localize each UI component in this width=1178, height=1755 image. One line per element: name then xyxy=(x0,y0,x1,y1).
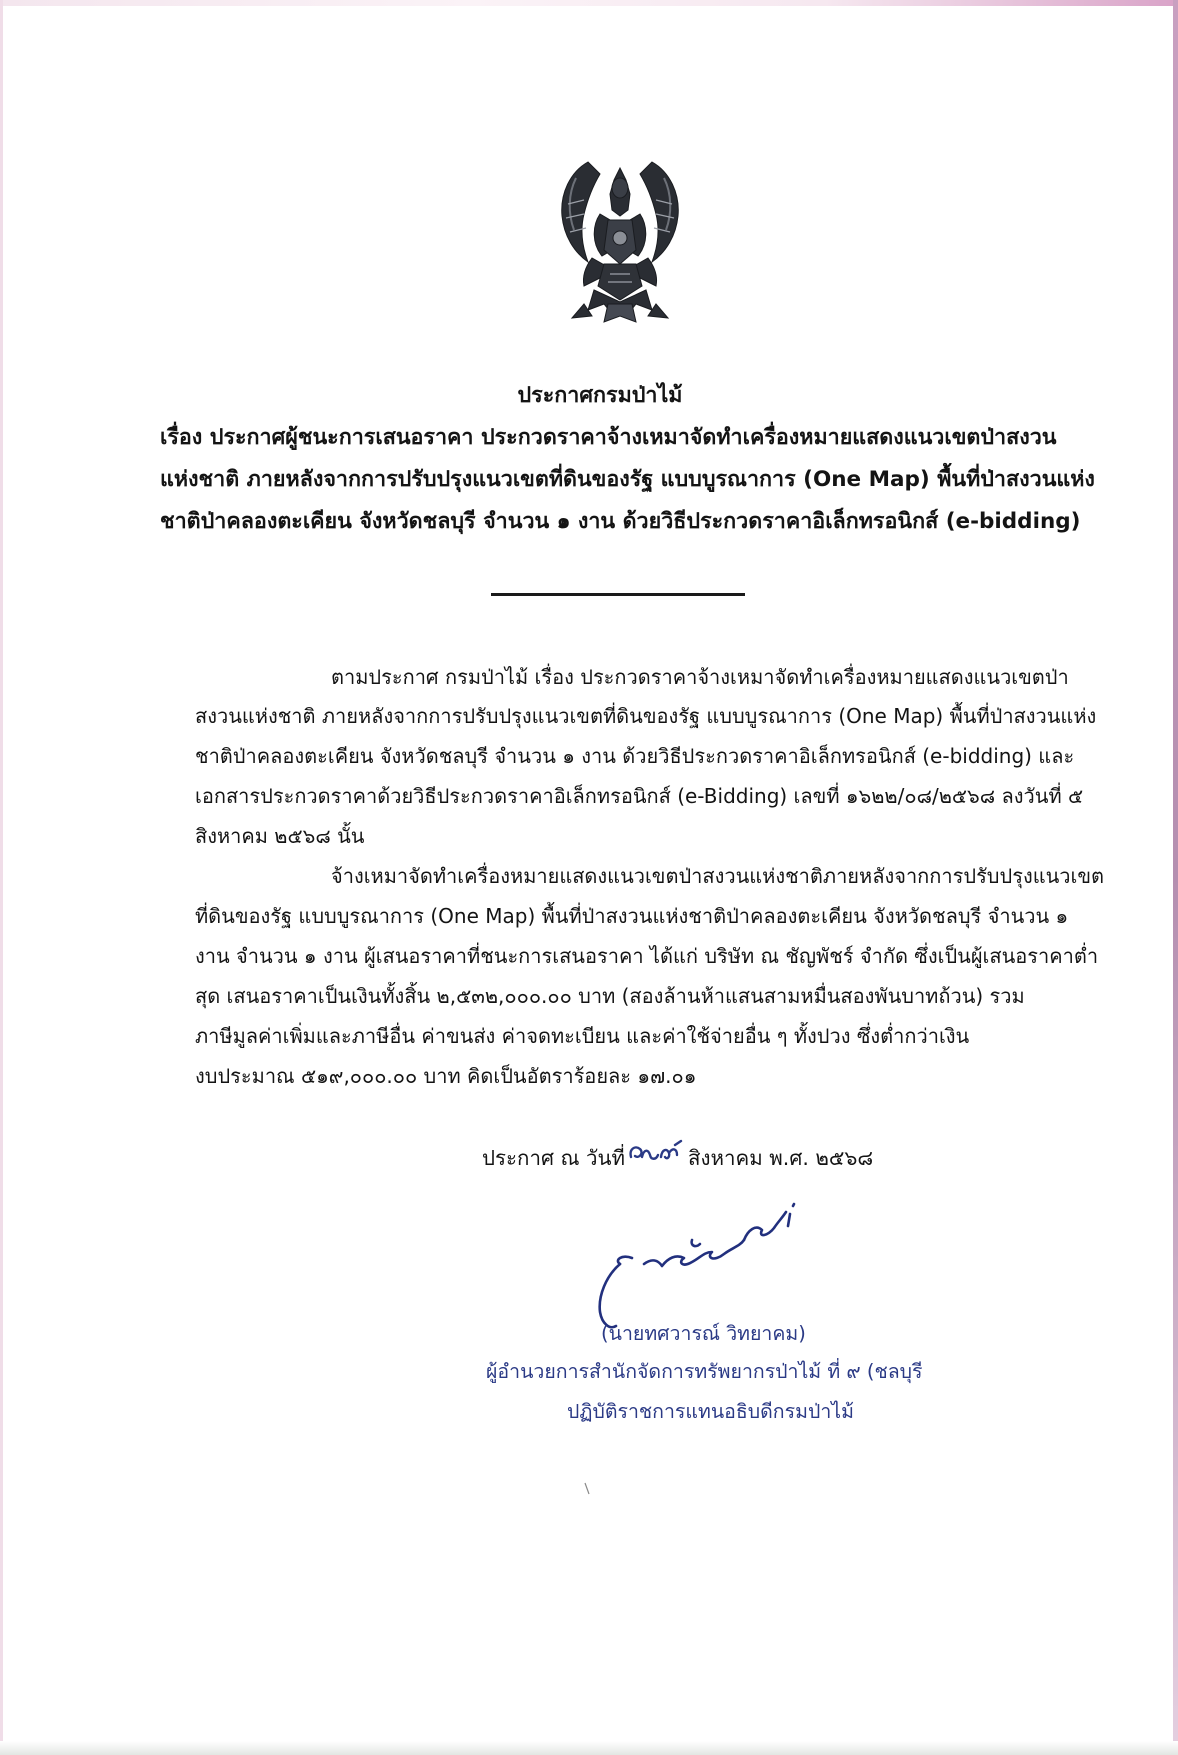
announce-suffix: สิงหาคม พ.ศ. ๒๕๖๘ xyxy=(688,1146,874,1170)
page-edge-right xyxy=(1173,0,1178,1755)
paragraph-1-line: สงวนแห่งชาติ ภายหลังจากการปรับปรุงแนวเขตที่ดินของรัฐ แบบบูรณาการ (One Map) พื้นที่ป่าสงวนแห่ง xyxy=(195,704,1097,728)
garuda-emblem-icon xyxy=(548,154,692,326)
paragraph-2-line: สุด เสนอราคาเป็นเงินทั้งสิ้น ๒,๕๓๒,๐๐๐.๐๐ บาท (สองล้านห้าแสนสามหมื่นสองพันบาทถ้วน) รวม xyxy=(195,984,1025,1008)
announce-prefix: ประกาศ ณ วันที่ xyxy=(482,1146,626,1170)
paragraph-1-line: เอกสารประกวดราคาด้วยวิธีประกวดราคาอิเล็กทรอนิกส์ (e-Bidding) เลขที่ ๑๖๒๒/๐๘/๒๕๖๘ ลงวันที่ ๕ xyxy=(195,784,1084,808)
subject-line-3: ชาติป่าคลองตะเคียน จังหวัดชลบุรี จำนวน ๑ งาน ด้วยวิธีประกวดราคาอิเล็กทรอนิกส์ (e-bidding) xyxy=(160,509,1081,534)
paragraph-2-line: ที่ดินของรัฐ แบบบูรณาการ (One Map) พื้นที่ป่าสงวนแห่งชาติป่าคลองตะเคียน จังหวัดชลบุรี จำนวน ๑ xyxy=(195,904,1069,928)
title-divider xyxy=(491,593,745,596)
paragraph-2-line: จ้างเหมาจัดทำเครื่องหมายแสดงแนวเขตป่าสงวนแห่งชาติภายหลังจากการปรับปรุงแนวเขต xyxy=(331,864,1104,888)
paragraph-2-line: งาน จำนวน ๑ งาน ผู้เสนอราคาที่ชนะการเสนอราคา ได้แก่ บริษัท ณ ชัญพัชร์ จำกัด ซึ่งเป็นผู้เสนอราคาต่ำ xyxy=(195,944,1099,968)
paragraph-1-line: ชาติป่าคลองตะเคียน จังหวัดชลบุรี จำนวน ๑ งาน ด้วยวิธีประกวดราคาอิเล็กทรอนิกส์ (e-bidding) และ xyxy=(195,744,1075,768)
page-edge-left xyxy=(0,0,3,1755)
stray-pen-mark xyxy=(584,1482,590,1496)
page-edge-bottom xyxy=(0,1741,1178,1755)
handwritten-day xyxy=(625,1135,683,1169)
signatory-acting: ปฏิบัติราชการแทนอธิบดีกรมป่าไม้ xyxy=(567,1400,854,1423)
paragraph-1-line: ตามประกาศ กรมป่าไม้ เรื่อง ประกวดราคาจ้างเหมาจัดทำเครื่องหมายแสดงแนวเขตป่า xyxy=(331,665,1069,689)
paragraph-2-line: ภาษีมูลค่าเพิ่มและภาษีอื่น ค่าขนส่ง ค่าจดทะเบียน และค่าใช้จ่ายอื่น ๆ ทั้งปวง ซึ่งต่ำกว่าเงิน xyxy=(195,1024,970,1048)
handwritten-signature xyxy=(592,1200,832,1335)
paragraph-2-line: งบประมาณ ๕๑๙,๐๐๐.๐๐ บาท คิดเป็นอัตราร้อยละ ๑๗.๐๑ xyxy=(195,1064,697,1088)
subject-line-1: เรื่อง ประกาศผู้ชนะการเสนอราคา ประกวดราคาจ้างเหมาจัดทำเครื่องหมายแสดงแนวเขตป่าสงวน xyxy=(160,425,1057,450)
signatory-name: (นายทศวารณ์ วิทยาคม) xyxy=(601,1322,806,1345)
agency-title: ประกาศกรมป่าไม้ xyxy=(517,383,683,408)
page-edge-top xyxy=(0,0,1178,6)
subject-line-2: แห่งชาติ ภายหลังจากการปรับปรุงแนวเขตที่ดินของรัฐ แบบบูรณาการ (One Map) พื้นที่ป่าสงวนแห่ง xyxy=(160,467,1095,492)
paragraph-1-line: สิงหาคม ๒๕๖๘ นั้น xyxy=(195,824,365,848)
signatory-position: ผู้อำนวยการสำนักจัดการทรัพยากรป่าไม้ ที่ ๙ (ชลบุรี xyxy=(486,1360,923,1383)
